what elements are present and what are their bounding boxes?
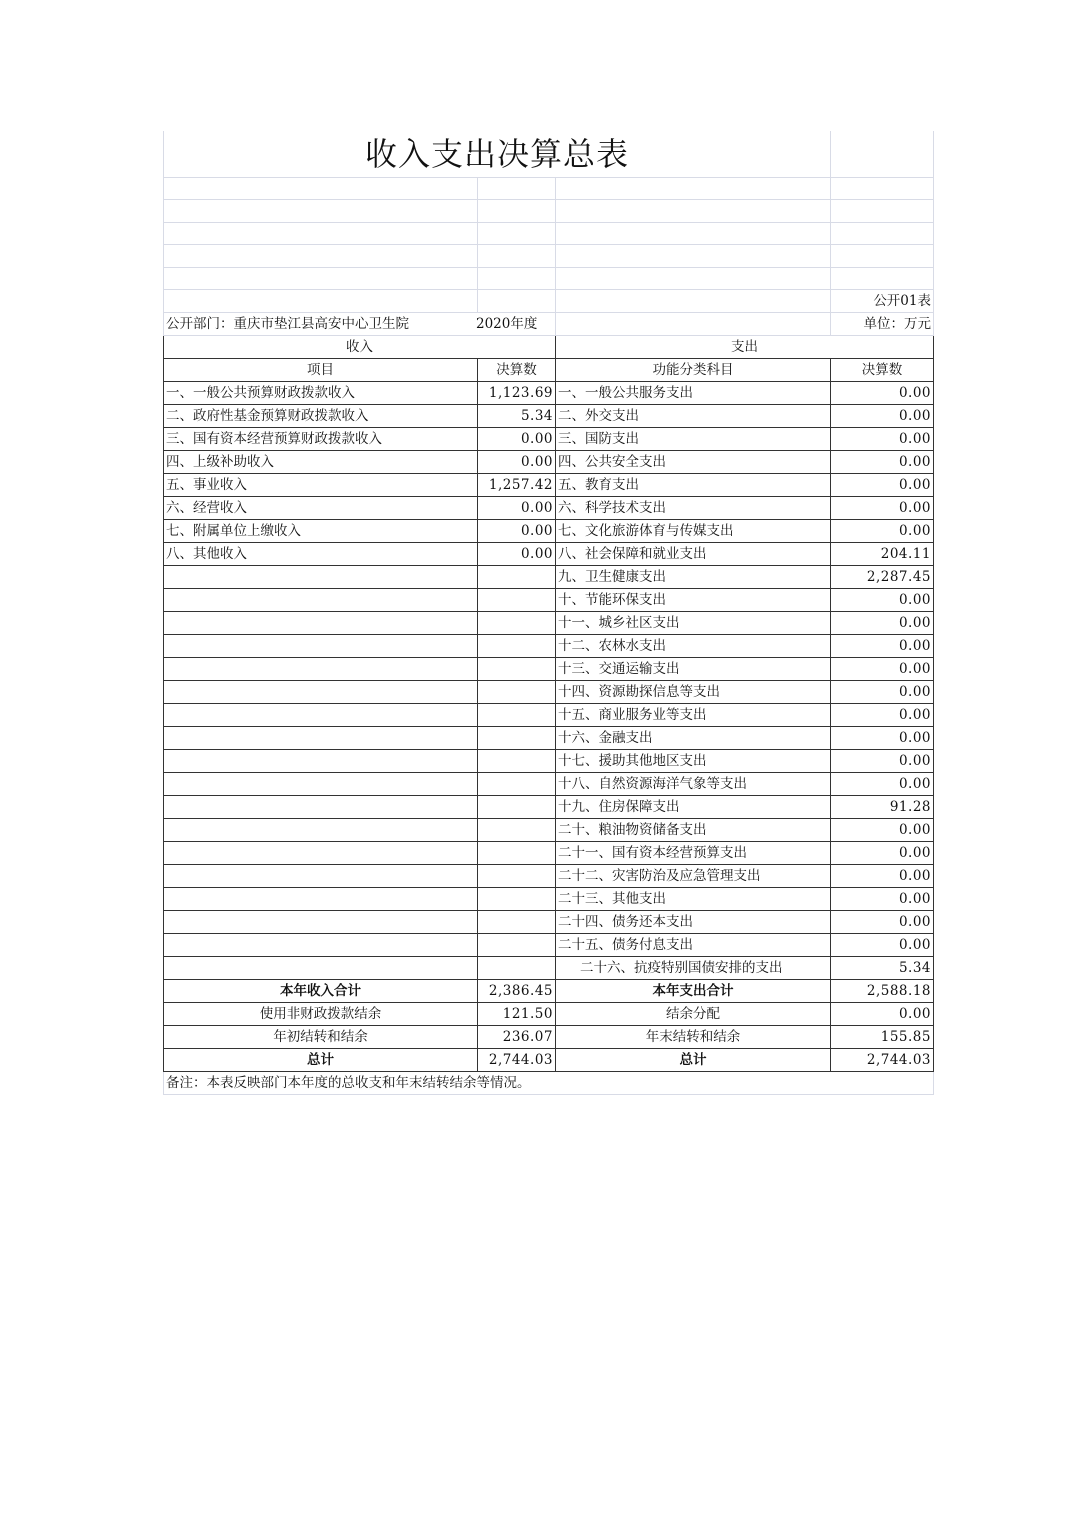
expense-item: 八、社会保障和就业支出	[556, 542, 831, 565]
table-row	[164, 956, 934, 979]
summary-row	[164, 1048, 934, 1071]
table-row	[164, 795, 934, 818]
table-row	[164, 887, 934, 910]
income-amount: 1,123.69	[478, 381, 556, 404]
col-header-category: 功能分类科目	[556, 358, 831, 381]
expense-item: 十八、自然资源海洋气象等支出	[556, 772, 831, 795]
table-row	[164, 450, 934, 473]
expense-amount: 0.00	[831, 703, 934, 726]
col-header-expense-amount: 决算数	[831, 358, 934, 381]
table-row	[164, 611, 934, 634]
expense-item: 十三、交通运输支出	[556, 657, 831, 680]
income-item	[164, 680, 478, 703]
table-row	[164, 910, 934, 933]
expense-item: 十二、农林水支出	[556, 634, 831, 657]
summary-expense-amount: 155.85	[831, 1025, 934, 1048]
expense-amount: 0.00	[831, 864, 934, 887]
income-amount	[478, 933, 556, 956]
income-item: 六、经营收入	[164, 496, 478, 519]
income-item: 五、事业收入	[164, 473, 478, 496]
expense-item: 十、节能环保支出	[556, 588, 831, 611]
income-amount	[478, 910, 556, 933]
table-row	[164, 473, 934, 496]
expense-amount: 5.34	[831, 956, 934, 979]
income-item: 三、国有资本经营预算财政拨款收入	[164, 427, 478, 450]
income-item	[164, 749, 478, 772]
income-item	[164, 864, 478, 887]
table-row	[164, 772, 934, 795]
income-item	[164, 772, 478, 795]
income-item: 四、上级补助收入	[164, 450, 478, 473]
expense-item: 五、教育支出	[556, 473, 831, 496]
expense-amount: 0.00	[831, 427, 934, 450]
summary-income-item: 年初结转和结余	[164, 1025, 478, 1048]
income-item	[164, 910, 478, 933]
summary-row	[164, 1025, 934, 1048]
expense-item: 十九、住房保障支出	[556, 795, 831, 818]
income-item	[164, 565, 478, 588]
col-header-income-amount: 决算数	[478, 358, 556, 381]
summary-expense-item: 结余分配	[556, 1002, 831, 1025]
income-amount	[478, 795, 556, 818]
income-item: 二、政府性基金预算财政拨款收入	[164, 404, 478, 427]
income-amount: 0.00	[478, 450, 556, 473]
expense-amount: 0.00	[831, 450, 934, 473]
summary-row	[164, 979, 934, 1002]
expense-item: 二十、粮油物资储备支出	[556, 818, 831, 841]
table-row	[164, 542, 934, 565]
col-header-item: 项目	[164, 358, 478, 381]
expense-amount: 0.00	[831, 519, 934, 542]
expense-item: 二十三、其他支出	[556, 887, 831, 910]
table-row	[164, 381, 934, 404]
table-row	[164, 864, 934, 887]
income-amount	[478, 634, 556, 657]
table-row	[164, 841, 934, 864]
table-row	[164, 703, 934, 726]
table-row	[164, 404, 934, 427]
income-item	[164, 634, 478, 657]
expense-item: 十一、城乡社区支出	[556, 611, 831, 634]
expense-amount: 2,287.45	[831, 565, 934, 588]
expense-item: 七、文化旅游体育与传媒支出	[556, 519, 831, 542]
expense-item: 十七、援助其他地区支出	[556, 749, 831, 772]
unit-label: 单位：万元	[831, 312, 934, 335]
income-item	[164, 588, 478, 611]
income-amount	[478, 726, 556, 749]
income-item	[164, 933, 478, 956]
income-amount	[478, 749, 556, 772]
expense-amount: 0.00	[831, 634, 934, 657]
income-amount	[478, 864, 556, 887]
expense-item: 二十二、灾害防治及应急管理支出	[556, 864, 831, 887]
income-amount: 0.00	[478, 496, 556, 519]
expense-item: 九、卫生健康支出	[556, 565, 831, 588]
summary-income-amount: 2,744.03	[478, 1048, 556, 1071]
summary-expense-item: 总计	[556, 1048, 831, 1071]
expense-item: 二十六、抗疫特别国债安排的支出	[556, 956, 831, 979]
income-amount	[478, 956, 556, 979]
income-amount	[478, 841, 556, 864]
income-amount	[478, 657, 556, 680]
table-row	[164, 818, 934, 841]
summary-expense-amount: 2,744.03	[831, 1048, 934, 1071]
table-row	[164, 588, 934, 611]
summary-expense-item: 年末结转和结余	[556, 1025, 831, 1048]
summary-income-amount: 2,386.45	[478, 979, 556, 1002]
summary-income-item: 使用非财政拨款结余	[164, 1002, 478, 1025]
income-item	[164, 726, 478, 749]
income-amount: 0.00	[478, 542, 556, 565]
table-row	[164, 565, 934, 588]
table-row	[164, 726, 934, 749]
table-row	[164, 933, 934, 956]
expense-amount: 204.11	[831, 542, 934, 565]
expense-amount: 0.00	[831, 657, 934, 680]
summary-expense-item: 本年支出合计	[556, 979, 831, 1002]
income-item	[164, 841, 478, 864]
expense-item: 二、外交支出	[556, 404, 831, 427]
summary-income-amount: 236.07	[478, 1025, 556, 1048]
expense-amount: 0.00	[831, 818, 934, 841]
income-amount	[478, 703, 556, 726]
table-row	[164, 496, 934, 519]
income-amount	[478, 887, 556, 910]
income-amount	[478, 818, 556, 841]
summary-expense-amount: 0.00	[831, 1002, 934, 1025]
report-year: 2020年度	[476, 313, 537, 335]
income-item	[164, 703, 478, 726]
expense-item: 一、一般公共服务支出	[556, 381, 831, 404]
table-row	[164, 634, 934, 657]
expense-amount: 0.00	[831, 933, 934, 956]
income-amount: 0.00	[478, 427, 556, 450]
expense-item: 十五、商业服务业等支出	[556, 703, 831, 726]
expense-item: 二十四、债务还本支出	[556, 910, 831, 933]
income-amount	[478, 611, 556, 634]
table-row	[164, 749, 934, 772]
report-table	[163, 131, 934, 1095]
income-item: 七、附属单位上缴收入	[164, 519, 478, 542]
expense-amount: 0.00	[831, 588, 934, 611]
expense-amount: 0.00	[831, 381, 934, 404]
expense-amount: 91.28	[831, 795, 934, 818]
expense-item: 四、公共安全支出	[556, 450, 831, 473]
department-label	[164, 312, 556, 335]
table-row	[164, 657, 934, 680]
final-accounts-sheet	[163, 131, 933, 1095]
expense-amount: 0.00	[831, 404, 934, 427]
income-item	[164, 611, 478, 634]
expense-amount: 0.00	[831, 887, 934, 910]
income-item	[164, 657, 478, 680]
expense-item: 六、科学技术支出	[556, 496, 831, 519]
expense-amount: 0.00	[831, 611, 934, 634]
summary-income-item: 总计	[164, 1048, 478, 1071]
income-amount: 5.34	[478, 404, 556, 427]
income-item: 一、一般公共预算财政拨款收入	[164, 381, 478, 404]
income-item	[164, 818, 478, 841]
income-section-header: 收入	[164, 335, 556, 358]
expense-amount: 0.00	[831, 473, 934, 496]
expense-amount: 0.00	[831, 726, 934, 749]
form-number: 公开01表	[831, 289, 934, 312]
income-item	[164, 795, 478, 818]
blank-cell	[831, 131, 934, 178]
expense-amount: 0.00	[831, 841, 934, 864]
income-item	[164, 956, 478, 979]
department-name: 公开部门：重庆市垫江县高安中心卫生院	[166, 315, 409, 332]
income-amount	[478, 588, 556, 611]
income-amount: 0.00	[478, 519, 556, 542]
income-amount	[478, 772, 556, 795]
expense-amount: 0.00	[831, 772, 934, 795]
expense-item: 二十五、债务付息支出	[556, 933, 831, 956]
expense-item: 十四、资源勘探信息等支出	[556, 680, 831, 703]
expense-amount: 0.00	[831, 496, 934, 519]
income-item	[164, 887, 478, 910]
income-item: 八、其他收入	[164, 542, 478, 565]
summary-row	[164, 1002, 934, 1025]
table-row	[164, 680, 934, 703]
summary-expense-amount: 2,588.18	[831, 979, 934, 1002]
summary-income-amount: 121.50	[478, 1002, 556, 1025]
footnote: 备注：本表反映部门本年度的总收支和年末结转结余等情况。	[164, 1071, 934, 1094]
expense-item: 二十一、国有资本经营预算支出	[556, 841, 831, 864]
income-amount	[478, 680, 556, 703]
expense-section-header: 支出	[556, 335, 934, 358]
income-amount	[478, 565, 556, 588]
page-title: 收入支出决算总表	[164, 131, 831, 178]
expense-amount: 0.00	[831, 910, 934, 933]
income-amount: 1,257.42	[478, 473, 556, 496]
expense-amount: 0.00	[831, 749, 934, 772]
expense-amount: 0.00	[831, 680, 934, 703]
expense-item: 十六、金融支出	[556, 726, 831, 749]
summary-income-item: 本年收入合计	[164, 979, 478, 1002]
expense-item: 三、国防支出	[556, 427, 831, 450]
table-row	[164, 519, 934, 542]
table-row	[164, 427, 934, 450]
